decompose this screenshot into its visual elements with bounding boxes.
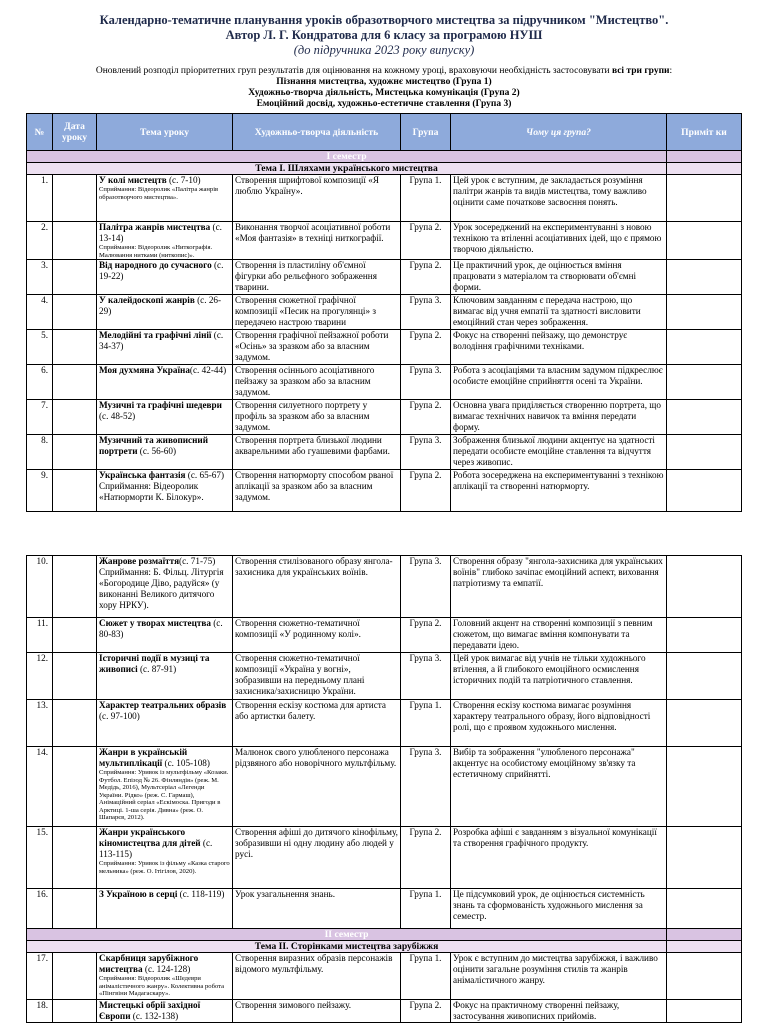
topic-title: Мелодійні та графічні лінії (99, 330, 212, 340)
table-row (27, 889, 742, 929)
row-why: Фокус на створенні пейзажу, що демонструє володіння графічними техніками. (451, 330, 667, 365)
topic-pages: (с. 87-91) (137, 664, 177, 674)
row-topic (97, 953, 233, 1000)
topic-perception-note: Сприймання: Відеоролик «Ниткографія. Малювання нитками (ниткопис)». (99, 244, 213, 259)
table-body-page-1 (27, 151, 742, 512)
row-why: Урок зосереджений на експериментуванні з новою технікою та втіленні асоціативних ідей, що є прямою творчою діяльністю. (451, 222, 667, 260)
row-notes (667, 365, 742, 400)
row-group: Група 2. (401, 1000, 451, 1023)
table-row (27, 222, 742, 260)
row-number: 18. (27, 1000, 53, 1023)
row-notes (667, 260, 742, 295)
row-notes (667, 889, 742, 929)
row-activity: Створення сюжетно-тематичної композиції «Україна у вогні», зобразивши на передньому плані захисника/захисницю України. (233, 653, 401, 700)
row-topic (97, 470, 233, 512)
row-activity: Створення сюжетної графічної композиції «Песик на прогулянці» з передачею настрою тварини (233, 295, 401, 330)
row-date (53, 1000, 97, 1023)
row-number: 17. (27, 953, 53, 1000)
row-activity: Урок узагальнення знань. (233, 889, 401, 929)
row-activity: Створення шрифтової композиції «Я люблю Україну». (233, 175, 401, 222)
col-header-topic: Тема уроку (97, 114, 233, 151)
row-number: 8. (27, 435, 53, 470)
topic-pages: (с. 80-83) (99, 618, 223, 639)
row-group: Група 2. (401, 222, 451, 260)
row-group: Група 1. (401, 700, 451, 747)
row-group: Група 2. (401, 400, 451, 435)
topic-pages: (с. 65-67) (185, 470, 225, 480)
row-notes (667, 556, 742, 618)
semester-notes-cell (667, 151, 742, 163)
intro-group-1: Пізнання мистецтва, художнє мистецтво (Група 1) (276, 77, 492, 87)
row-number: 11. (27, 618, 53, 653)
row-number: 9. (27, 470, 53, 512)
row-date (53, 827, 97, 889)
topic-title: Музичний та живописний портрети (99, 435, 208, 456)
row-activity: Створення зимового пейзажу. (233, 1000, 401, 1023)
row-date (53, 700, 97, 747)
col-header-num: № (27, 114, 53, 151)
topic-title: Жанрове розмаїття (99, 556, 180, 566)
topic-pages: (с. 56-60) (137, 446, 177, 456)
row-topic (97, 400, 233, 435)
row-number: 16. (27, 889, 53, 929)
row-notes (667, 618, 742, 653)
row-activity: Створення із пластиліну об'ємної фігурки або рельєфного зображення тварини. (233, 260, 401, 295)
row-topic (97, 889, 233, 929)
row-number: 3. (27, 260, 53, 295)
intro-text (0, 66, 768, 77)
topic-pages: (с. 42-44) (189, 365, 227, 375)
col-header-activity: Художньо-творча діяльність (233, 114, 401, 151)
row-activity: Створення ескізу костюма для артиста або артистки балету. (233, 700, 401, 747)
table-row (27, 653, 742, 700)
topic-pages: (с. 118-119) (177, 889, 225, 899)
table-row (27, 827, 742, 889)
table-row (27, 700, 742, 747)
row-activity: Створення графічної пейзажної роботи «Осінь» за зразком або за власним задумом. (233, 330, 401, 365)
topic-title: Жанри в українській мультиплікації (99, 747, 188, 768)
table-row (27, 400, 742, 435)
row-date (53, 953, 97, 1000)
theme-row (27, 163, 742, 175)
row-why: Зображення близької людини акцентує на здатності передати особисте емоційне ставлення та відчуття через живопис. (451, 435, 667, 470)
row-group: Група 2. (401, 330, 451, 365)
table-row (27, 953, 742, 1000)
title-line-2: Автор Л. Г. Кондратова для 6 класу за програмою НУШ (225, 28, 543, 42)
row-group: Група 1. (401, 175, 451, 222)
row-why: Цей урок є вступним, де закладається розуміння палітри жанрів та видів мистецтва, тому важливо оцінити саме початкове засвоєння понять. (451, 175, 667, 222)
row-activity: Створення афіші до дитячого кінофільму, зобразивши ні одну людину або людей у русі. (233, 827, 401, 889)
row-notes (667, 953, 742, 1000)
row-topic (97, 175, 233, 222)
row-date (53, 330, 97, 365)
title-line-3: (до підручника 2023 року випуску) (293, 43, 475, 57)
intro-group-3: Емоційний досвід, художньо-естетичне ставлення (Група 3) (256, 99, 512, 109)
row-why: Ключовим завданням є передача настрою, що вимагає від учня емпатії та здатності висловити емоційний стан через зображення. (451, 295, 667, 330)
topic-pages: (с. 48-52) (99, 411, 136, 421)
row-date (53, 470, 97, 512)
row-topic (97, 556, 233, 618)
table-header-row (27, 114, 742, 151)
row-topic (97, 260, 233, 295)
topic-title: Палітра жанрів мистецтва (99, 222, 211, 232)
row-group: Група 2. (401, 260, 451, 295)
row-notes (667, 827, 742, 889)
row-why: Створення ескізу костюма вимагає розуміння характеру театрального образу, його відповідності ролі, що є проявом художнього мислення. (451, 700, 667, 747)
topic-title: Скарбниця зарубіжного мистецтва (99, 953, 199, 974)
row-notes (667, 700, 742, 747)
table-row (27, 1000, 742, 1023)
row-why: Вибір та зображення "улюбленого персонажа" акцентує на особистому емоційному зв'язку та естетичному сприйнятті. (451, 747, 667, 827)
row-group: Група 3. (401, 295, 451, 330)
table-row (27, 556, 742, 618)
topic-perception-note: Сприймання: Відеоролик «Натюрморти К. Білокур». (99, 481, 204, 502)
row-date (53, 175, 97, 222)
row-date (53, 618, 97, 653)
row-number: 7. (27, 400, 53, 435)
row-date (53, 889, 97, 929)
row-date (53, 260, 97, 295)
topic-pages: (с. 124-128) (142, 964, 191, 974)
semester-row (27, 929, 742, 941)
title-line-1: Календарно-тематичне планування уроків образотворчого мистецтва за підручником "Мистецтво". (99, 13, 669, 27)
intro-text-post: : (669, 66, 673, 76)
row-date (53, 747, 97, 827)
row-why: Розробка афіші є завданням з візуальної комунікації та створення графічного продукту. (451, 827, 667, 889)
semester-notes-cell (667, 929, 742, 941)
row-why: Робота з асоціаціями та власним задумом підкреслює особисте емоційне сприйняття осені та України. (451, 365, 667, 400)
row-topic (97, 747, 233, 827)
row-why: Цей урок вимагає від учнів не тільки художнього втілення, а й глибокого емоційного осмислення історичних подій та патріотичного ставлення. (451, 653, 667, 700)
row-activity: Створення стилізованого образу янгола-захисника для українських воїнів. (233, 556, 401, 618)
row-notes (667, 330, 742, 365)
topic-pages: (с. 105-108) (162, 758, 210, 768)
topic-title: З Україною в серці (99, 889, 178, 899)
row-notes (667, 1000, 742, 1023)
row-notes (667, 747, 742, 827)
row-number: 6. (27, 365, 53, 400)
row-why: Основна увага приділяється створенню портрета, що вимагає технічних навичок та вміння передати форму. (451, 400, 667, 435)
plan-table-page-1 (26, 113, 742, 512)
row-number: 2. (27, 222, 53, 260)
row-activity: Створення натюрморту способом рваної аплікації за зразком або за власним задумом. (233, 470, 401, 512)
row-group: Група 1. (401, 889, 451, 929)
col-header-group: Група (401, 114, 451, 151)
topic-pages: (с. 71-75) (179, 556, 216, 566)
row-topic (97, 653, 233, 700)
topic-title: Історичні події в музиці та живописі (99, 653, 210, 674)
intro-block (0, 66, 768, 110)
topic-title: Українська фантазія (99, 470, 186, 480)
row-notes (667, 295, 742, 330)
row-date (53, 295, 97, 330)
topic-perception-note: Сприймання: Уривок із мультфільму «Козаки. Футбол. Епізод № 26. Фінляндія» (реж. М. Медідь, 2016), Мультсеріал «Легенди України. Рідко» (реж. С. Гармаш), Анімаційний серіал «Ескімоска. Пригоди в Арктиці. 1-ша серія. Дивна» (реж. О. Шапарєв, 2012). (99, 769, 229, 821)
row-number: 14. (27, 747, 53, 827)
topic-perception-note: Сприймання: Б. Фільц. Літургія «Богородице Діво, радуйся» (у виконанні Великого дитячого хору НРКУ). (99, 567, 224, 610)
row-topic (97, 222, 233, 260)
semester-row (27, 151, 742, 163)
row-topic (97, 827, 233, 889)
topic-perception-note: Сприймання: Уривок із фільму «Казка старого мельника» (реж. О. Ітігілов, 2020). (99, 860, 230, 875)
row-notes (667, 175, 742, 222)
row-notes (667, 435, 742, 470)
row-activity: Створення портрета близької людини акварельними або гуашевими фарбами. (233, 435, 401, 470)
row-topic (97, 1000, 233, 1023)
row-number: 15. (27, 827, 53, 889)
row-notes (667, 470, 742, 512)
row-why: Створення образу "янгола-захисника для українських воїнів" глибоко зачіпає емоційний аспект, виховання патріотизму та емпатії. (451, 556, 667, 618)
topic-pages: (с. 132-138) (130, 1011, 179, 1021)
intro-group-2: Художньо-творча діяльність, Мистецька комунікація (Група 2) (248, 88, 520, 98)
topic-title: У колі мистецтв (99, 175, 167, 185)
topic-pages: (с. 7-10) (166, 175, 201, 185)
theme-row (27, 941, 742, 953)
row-date (53, 556, 97, 618)
topic-title: У калейдоскопі жанрів (99, 295, 195, 305)
topic-title: Від народного до сучасного (99, 260, 212, 270)
col-header-notes: Приміт ки (667, 114, 742, 151)
col-header-why: Чому ця група? (451, 114, 667, 151)
topic-pages: (с. 13-14) (99, 222, 222, 243)
theme-label: Тема І. Шляхами українського мистецтва (27, 163, 667, 175)
row-group: Група 3. (401, 556, 451, 618)
topic-title: Жанри українського кіномистецтва для дітей (99, 827, 201, 848)
row-group: Група 3. (401, 435, 451, 470)
table-row (27, 295, 742, 330)
table-body-page-2 (27, 556, 742, 1023)
row-topic (97, 330, 233, 365)
topic-title: Музичні та графічні шедеври (99, 400, 222, 410)
row-group: Група 3. (401, 653, 451, 700)
row-number: 5. (27, 330, 53, 365)
row-date (53, 435, 97, 470)
row-notes (667, 653, 742, 700)
row-group: Група 2. (401, 470, 451, 512)
topic-title: Моя духмяна Україна (99, 365, 190, 375)
row-group: Група 2. (401, 827, 451, 889)
row-activity: Створення виразних образів персонажів відомого мультфільму. (233, 953, 401, 1000)
row-why: Головний акцент на створенні композиції з певним сюжетом, що вимагає вміння компонувати та передавати ідею. (451, 618, 667, 653)
row-group: Група 1. (401, 953, 451, 1000)
topic-title: Мистецькі обрії західної Європи (99, 1000, 201, 1021)
row-number: 10. (27, 556, 53, 618)
table-row (27, 260, 742, 295)
intro-text-bold: всі три групи (611, 66, 670, 76)
table-row (27, 618, 742, 653)
row-why: Це практичний урок, де оцінюється вміння працювати з матеріалом та створювати об'ємні форми. (451, 260, 667, 295)
table-row (27, 365, 742, 400)
row-why: Робота зосереджена на експериментуванні з технікою аплікації та створенні натюрморту. (451, 470, 667, 512)
row-date (53, 653, 97, 700)
semester-label: ІІ семестр (27, 929, 667, 941)
topic-title: Сюжет у творах мистецтва (99, 618, 211, 628)
table-row (27, 435, 742, 470)
row-why: Фокус на практичному створенні пейзажу, застосування живописних прийомів. (451, 1000, 667, 1023)
row-notes (667, 222, 742, 260)
topic-pages: (с. 113-115) (99, 838, 213, 859)
row-activity: Створення сюжетно-тематичної композиції «У родинному колі». (233, 618, 401, 653)
row-group: Група 3. (401, 747, 451, 827)
topic-title: Характер театральних образів (99, 700, 227, 710)
topic-perception-note: Сприймання: Відеоролик «Палітра жанрів образотворчого мистецтва». (99, 186, 219, 201)
row-number: 1. (27, 175, 53, 222)
row-date (53, 365, 97, 400)
table-row (27, 330, 742, 365)
intro-text-pre: Оновлений розподіл пріоритетних груп результатів для оцінювання на кожному уроці, враховуючи необхідність застосовувати (95, 66, 612, 76)
row-date (53, 222, 97, 260)
topic-pages: (с. 19-22) (99, 260, 224, 281)
document-title (0, 0, 768, 58)
plan-table-page-2 (26, 555, 742, 1023)
row-activity: Створення силуетного портрету у профіль за зразком або за власним задумом. (233, 400, 401, 435)
theme-notes-cell (667, 941, 742, 953)
table-row (27, 747, 742, 827)
table-row (27, 175, 742, 222)
row-number: 4. (27, 295, 53, 330)
row-activity: Створення осіннього асоціативного пейзажу за зразком або за власним задумом. (233, 365, 401, 400)
row-topic (97, 618, 233, 653)
topic-perception-note: Сприймання: Відеоролик «Шедеври анімалістичного жанру». Колективна робота «Пінгвіни Мадагаскару». (99, 975, 225, 997)
row-activity: Малюнок свого улюбленого персонажа рідзвяного або новорічного мультфільму. (233, 747, 401, 827)
row-why: Це підсумковий урок, де оцінюється системність знань та сформованість художнього мислення за семестр. (451, 889, 667, 929)
row-number: 13. (27, 700, 53, 747)
row-topic (97, 365, 233, 400)
row-activity: Виконання творчої асоціативної роботи «Моя фантазія» в техніці ниткографії. (233, 222, 401, 260)
row-topic (97, 295, 233, 330)
topic-pages: (с. 97-100) (99, 711, 140, 721)
topic-pages: (с. 34-37) (99, 330, 224, 351)
row-topic (97, 435, 233, 470)
row-why: Урок є вступним до мистецтва зарубіжжя, і важливо оцінити загальне розуміння стилів та жанрів анімалістичного жанру. (451, 953, 667, 1000)
theme-notes-cell (667, 163, 742, 175)
table-row (27, 470, 742, 512)
semester-label: І семестр (27, 151, 667, 163)
row-topic (97, 700, 233, 747)
theme-label: Тема ІІ. Сторінками мистецтва зарубіжжя (27, 941, 667, 953)
topic-pages: (с. 26-29) (99, 295, 222, 316)
row-group: Група 3. (401, 365, 451, 400)
row-group: Група 2. (401, 618, 451, 653)
col-header-date: Дата уроку (53, 114, 97, 151)
row-notes (667, 400, 742, 435)
row-number: 12. (27, 653, 53, 700)
row-date (53, 400, 97, 435)
